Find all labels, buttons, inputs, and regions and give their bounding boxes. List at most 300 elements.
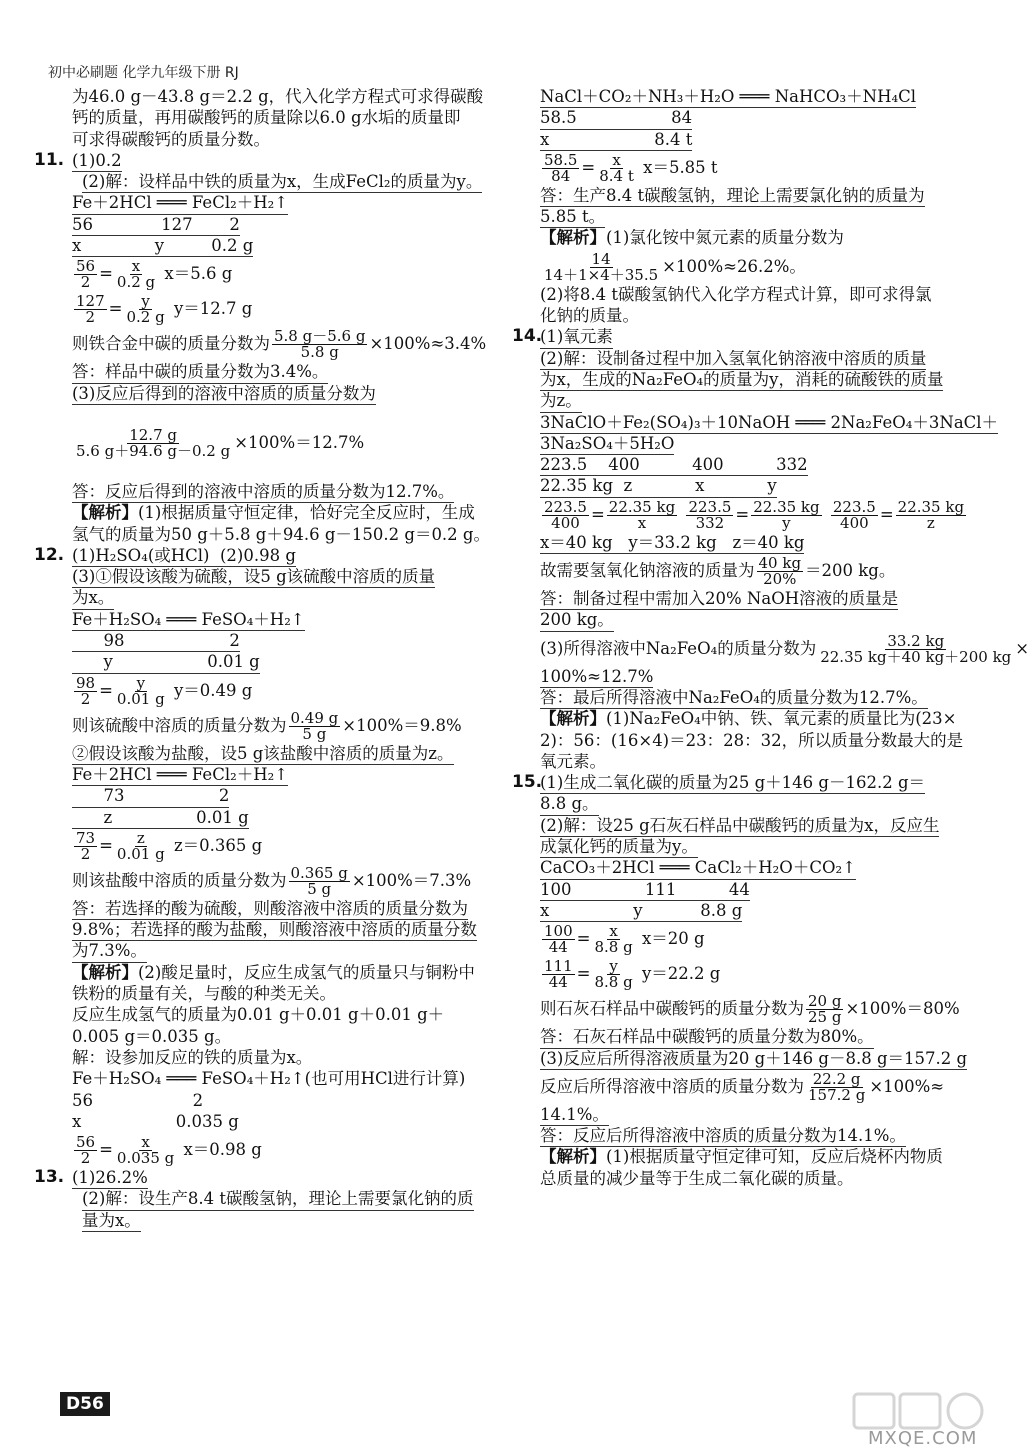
answer-text: Fe＋2HCl ═══ FeCl₂＋H₂↑ bbox=[72, 764, 288, 786]
equals-sign: = bbox=[590, 504, 605, 524]
fraction-numerator: 73 bbox=[76, 828, 96, 847]
fraction bbox=[124, 294, 166, 325]
answer-text: (1)生成二氧化碳的质量为25 g＋146 g－162.2 g＝ bbox=[540, 772, 925, 794]
text-line bbox=[72, 460, 497, 481]
text-line bbox=[540, 454, 970, 475]
fraction-numerator: 223.5 bbox=[544, 497, 587, 516]
fraction-numerator: 56 bbox=[76, 1133, 96, 1152]
fraction-denominator: 5 g bbox=[302, 724, 327, 743]
answer-text: 14.1%。 bbox=[540, 1104, 609, 1126]
fraction-denominator: 332 bbox=[695, 513, 725, 532]
answer-text: (3)反应后得到的溶液中溶质的质量分数为 bbox=[72, 383, 376, 405]
formula-lead: 反应后所得溶液中溶质的质量分数为 bbox=[540, 1076, 804, 1096]
answer-text: 答：样品中碳的质量分数为3.4%。 bbox=[72, 361, 328, 383]
fraction-numerator: y bbox=[609, 957, 618, 976]
body-text: 解：设参加反应的铁的质量为x。 bbox=[72, 1047, 313, 1067]
analysis-label: 【解析】 bbox=[72, 962, 138, 982]
formula-tail: z＝0.365 g bbox=[168, 835, 263, 855]
text-line bbox=[540, 1026, 970, 1047]
fraction bbox=[289, 863, 350, 898]
fraction-denominator: 0.2 g bbox=[126, 308, 165, 327]
text-line bbox=[540, 1146, 970, 1167]
body-text: (2)将8.4 t碳酸氢钠代入化学方程式计算，即可求得氯 bbox=[540, 284, 932, 304]
text-line bbox=[540, 879, 970, 900]
text-line bbox=[540, 412, 999, 433]
fraction-denominator: 0.01 g bbox=[116, 844, 165, 863]
question-number: 14. bbox=[512, 326, 543, 347]
body-text: 化钠的质量。 bbox=[540, 306, 639, 326]
formula-lead: (3)所得溶液中Na₂FeO₄的质量分数为 bbox=[540, 638, 817, 658]
text-line bbox=[540, 857, 970, 878]
question-number: 12. bbox=[34, 544, 65, 565]
answer-text: (3)①假设该酸为硫酸，设5 g该硫酸中溶质的质量 bbox=[72, 566, 435, 588]
formula-tail: y＝0.49 g bbox=[168, 680, 253, 700]
text-line bbox=[72, 192, 497, 213]
text-line bbox=[72, 785, 497, 806]
body-text: (1)Na₂FeO₄中钠、铁、氧元素的质量比为(23× bbox=[606, 709, 957, 729]
fraction-numerator: 111 bbox=[544, 957, 573, 976]
text-line bbox=[72, 107, 497, 128]
question-number: 15. bbox=[512, 772, 543, 793]
fraction bbox=[115, 673, 167, 708]
fraction bbox=[74, 828, 97, 863]
fraction-denominator: 5 g bbox=[307, 879, 332, 898]
fraction bbox=[272, 329, 367, 360]
text-line bbox=[540, 129, 970, 150]
fraction-numerator: 98 bbox=[76, 673, 96, 692]
text-line bbox=[72, 764, 497, 785]
equals-sign: = bbox=[99, 264, 113, 284]
spacer bbox=[824, 505, 829, 524]
body-text: 为46.0 g－43.8 g＝2.2 g，代入化学方程式可求得碳酸 bbox=[72, 87, 484, 106]
answer-text: 为7.3%。 bbox=[72, 940, 147, 962]
text-line bbox=[540, 553, 970, 588]
answer-text: 答：最后所得溶液中Na₂FeO₄的质量分数为12.7%。 bbox=[540, 687, 928, 709]
answer-text: 量为x。 bbox=[82, 1210, 141, 1232]
answer-text: 答：反应后得到的溶液中溶质的质量分数为12.7%。 bbox=[72, 481, 454, 503]
body-text: 2)：56：(16×4)＝23：28：32，所以质量分数最大的是 bbox=[540, 730, 964, 750]
fraction-denominator: 8.8 g bbox=[594, 973, 633, 992]
equals-sign: = bbox=[879, 504, 894, 524]
formula-tail: ×100%≈ bbox=[869, 1076, 945, 1096]
answer-text: 56 127 2 bbox=[72, 214, 240, 236]
answer-text: (2)解：设样品中铁的质量为x，生成FeCl₂的质量为y。 bbox=[82, 171, 482, 193]
text-line bbox=[540, 991, 970, 1026]
text-line bbox=[540, 206, 970, 227]
text-line bbox=[72, 651, 497, 672]
text-line bbox=[540, 730, 970, 751]
answer-text: (1)H₂SO₄(或HCl) (2)0.98 g bbox=[72, 545, 296, 567]
answer-text: x y 8.8 g bbox=[540, 900, 742, 922]
text-line bbox=[72, 1188, 497, 1209]
answer-text: x y 0.2 g bbox=[72, 235, 253, 257]
answer-text: z 0.01 g bbox=[72, 807, 249, 829]
left-column bbox=[34, 86, 497, 1231]
formula-tail: x＝5.85 t bbox=[637, 157, 718, 177]
text-line bbox=[72, 235, 497, 256]
formula-tail: ×100%＝80% bbox=[845, 999, 960, 1019]
formula-tail: ＝200 kg。 bbox=[805, 561, 896, 581]
equals-sign: = bbox=[576, 964, 591, 984]
equals-sign: = bbox=[581, 157, 596, 177]
formula-tail: ×100%＝7.3% bbox=[351, 870, 472, 890]
text-line bbox=[540, 751, 970, 772]
fraction-numerator: 20 g bbox=[808, 992, 842, 1011]
fraction bbox=[896, 497, 966, 532]
fraction bbox=[74, 294, 107, 325]
body-text: 56 2 bbox=[72, 1090, 204, 1110]
body-text: 可求得碳酸钙的质量分数。 bbox=[72, 129, 270, 149]
text-line bbox=[540, 305, 970, 326]
text-line bbox=[72, 807, 497, 828]
text-line bbox=[72, 587, 497, 608]
fraction-denominator: z bbox=[926, 513, 935, 532]
text-line bbox=[72, 1026, 497, 1047]
answer-text: 3Na₂SO₄＋5H₂O bbox=[540, 433, 674, 455]
fraction-numerator: x bbox=[131, 257, 141, 276]
question-number: 13. bbox=[34, 1167, 65, 1188]
text-line bbox=[72, 1004, 497, 1025]
fraction-denominator: 2 bbox=[80, 844, 91, 863]
text-line bbox=[72, 214, 497, 235]
text-line bbox=[540, 708, 970, 729]
text-line bbox=[540, 1125, 970, 1146]
fraction bbox=[597, 150, 636, 185]
fraction-numerator: 12.7 g bbox=[129, 425, 177, 444]
text-line bbox=[72, 326, 497, 361]
text-line bbox=[540, 588, 970, 609]
answer-text: ②假设该酸为盐酸，设5 g该盐酸中溶质的质量为z。 bbox=[72, 743, 454, 765]
spacer bbox=[679, 505, 684, 524]
formula-lead: 故需要氢氧化钠溶液的质量为 bbox=[540, 561, 755, 581]
text-line bbox=[72, 898, 497, 919]
fraction bbox=[542, 959, 575, 990]
text-line bbox=[72, 1111, 497, 1132]
page-header: 初中必刷题 化学九年级下册 RJ bbox=[48, 65, 239, 81]
fraction bbox=[74, 259, 97, 290]
answer-text: 22.35 kg z x y bbox=[540, 475, 777, 497]
body-text: 总质量的减少量等于生成二氧化碳的质量。 bbox=[540, 1168, 854, 1188]
text-line bbox=[72, 361, 497, 382]
text-line bbox=[540, 348, 970, 369]
answer-text: (1)0.2 bbox=[72, 150, 122, 172]
body-text: (1)根据质量守恒定律可知，反应后烧杯内物质 bbox=[606, 1147, 943, 1167]
fraction-denominator: 2 bbox=[80, 273, 91, 292]
text-line bbox=[72, 863, 497, 898]
fraction-numerator: 223.5 bbox=[688, 497, 732, 516]
text-line bbox=[72, 1090, 497, 1111]
equals-sign: = bbox=[99, 1140, 113, 1160]
fraction-denominator: 20% bbox=[763, 570, 797, 589]
fraction bbox=[115, 828, 167, 863]
body-text: Fe＋H₂SO₄ ═══ FeSO₄＋H₂↑(也可用HCl进行计算) bbox=[72, 1069, 466, 1089]
answer-text: 为z。 bbox=[540, 390, 582, 412]
text-line bbox=[72, 524, 497, 545]
body-text: 0.005 g＝0.035 g。 bbox=[72, 1026, 232, 1046]
answer-text: 答：生产8.4 t碳酸氢钠，理论上需要氯化钠的质量为 bbox=[540, 185, 925, 207]
text-line bbox=[540, 249, 970, 284]
fraction-numerator: 22.2 g bbox=[812, 1069, 861, 1088]
text-line bbox=[72, 609, 497, 630]
fraction bbox=[592, 959, 634, 990]
fraction-numerator: x bbox=[141, 1133, 150, 1152]
fraction-denominator: 0.2 g bbox=[116, 273, 156, 292]
fraction bbox=[542, 249, 660, 284]
fraction-denominator: 2 bbox=[80, 689, 91, 708]
right-column bbox=[512, 86, 1029, 1189]
text-line bbox=[540, 497, 970, 532]
text-line bbox=[72, 1047, 497, 1068]
fraction-numerator: 22.35 kg bbox=[753, 497, 820, 516]
analysis-label: 【解析】 bbox=[540, 709, 606, 729]
page-number: D56 bbox=[60, 1392, 110, 1416]
formula-lead: 则石灰石样品中碳酸钙的质量分数为 bbox=[540, 999, 804, 1019]
fraction bbox=[74, 1135, 97, 1166]
fraction-numerator: 22.35 kg bbox=[897, 497, 965, 516]
text-line bbox=[540, 1104, 970, 1125]
answer-text: 答：反应后所得溶液中溶质的质量分数为14.1%。 bbox=[540, 1125, 906, 1147]
answer-text: NaCl＋CO₂＋NH₃＋H₂O ═══ NaHCO₃＋NH₄Cl bbox=[540, 86, 916, 108]
body-text: 反应生成氢气的质量为0.01 g＋0.01 g＋0.01 g＋ bbox=[72, 1005, 445, 1025]
fraction-numerator: 14 bbox=[591, 249, 611, 268]
answer-text: 为x。 bbox=[72, 587, 114, 609]
formula-lead: 则该盐酸中溶质的质量分数为 bbox=[72, 870, 287, 890]
formula-tail: × bbox=[1015, 638, 1029, 658]
text-line bbox=[72, 919, 497, 940]
fraction bbox=[751, 497, 821, 532]
fraction-numerator: y bbox=[136, 673, 146, 692]
answer-text: 223.5 400 400 332 bbox=[540, 454, 808, 476]
text-line bbox=[540, 666, 970, 687]
text-line bbox=[72, 404, 497, 425]
watermark-text: MXQE.COM bbox=[868, 1428, 978, 1449]
text-line bbox=[72, 673, 497, 708]
fraction-denominator: 5.8 g bbox=[300, 343, 339, 362]
fraction bbox=[115, 259, 157, 290]
fraction-denominator: 25 g bbox=[808, 1008, 842, 1027]
text-line bbox=[34, 1167, 497, 1188]
formula-tail: x＝20 g bbox=[636, 929, 705, 949]
fraction-denominator: 44 bbox=[548, 973, 568, 992]
text-line bbox=[72, 828, 497, 863]
text-line bbox=[540, 836, 970, 857]
text-line bbox=[540, 475, 970, 496]
text-line bbox=[512, 772, 970, 793]
answer-text: x 8.4 t bbox=[540, 129, 692, 151]
text-line bbox=[540, 900, 970, 921]
answer-text: (2)解：设25 g石灰石样品中碳酸钙的质量为x，反应生 bbox=[540, 815, 939, 837]
fraction bbox=[115, 1135, 176, 1166]
text-line bbox=[72, 983, 497, 1004]
formula-tail: ×100%＝9.8% bbox=[342, 715, 462, 735]
fraction bbox=[806, 994, 843, 1025]
fraction-denominator: 2 bbox=[85, 308, 96, 327]
text-line bbox=[540, 956, 970, 991]
answer-text: (1)氧元素 bbox=[540, 326, 613, 348]
analysis-label: 【解析】 bbox=[540, 228, 606, 248]
answer-text: (2)解：设生产8.4 t碳酸氢钠，理论上需要氯化钠的质 bbox=[82, 1188, 474, 1210]
fraction-numerator: y bbox=[141, 292, 150, 311]
fraction-denominator: y bbox=[782, 513, 791, 532]
fraction-numerator: z bbox=[136, 828, 145, 847]
formula-tail: ×100%≈26.2%。 bbox=[662, 256, 806, 276]
question-number: 11. bbox=[34, 149, 65, 170]
fraction-denominator: 400 bbox=[840, 513, 869, 532]
fraction-numerator: 22.35 kg bbox=[608, 497, 676, 516]
answer-text: (1)26.2% bbox=[72, 1167, 148, 1189]
fraction-numerator: 33.2 kg bbox=[887, 631, 945, 650]
text-line bbox=[540, 1069, 970, 1104]
fraction-numerator: x bbox=[609, 922, 618, 941]
fraction-numerator: 40 kg bbox=[758, 554, 802, 573]
text-line bbox=[72, 566, 497, 587]
text-line bbox=[540, 284, 970, 305]
answer-text: 58.5 84 bbox=[540, 107, 692, 129]
text-line bbox=[72, 502, 497, 523]
fraction-numerator: 0.49 g bbox=[290, 708, 339, 727]
text-line bbox=[72, 291, 497, 326]
answer-text: x＝40 kg y＝33.2 kg z＝40 kg bbox=[540, 532, 804, 554]
formula-tail: y＝12.7 g bbox=[168, 299, 253, 319]
fraction bbox=[686, 497, 733, 532]
answer-text: 3NaClO＋Fe₂(SO₄)₃＋10NaOH ═══ 2Na₂FeO₄＋3NaCl＋ bbox=[540, 412, 998, 434]
body-text: 氧元素。 bbox=[540, 751, 606, 771]
fraction bbox=[818, 631, 1013, 666]
answer-text: 5.85 t。 bbox=[540, 206, 605, 228]
fraction bbox=[542, 497, 589, 532]
fraction-numerator: 223.5 bbox=[832, 497, 876, 516]
equals-sign: = bbox=[99, 835, 113, 855]
fraction bbox=[806, 1069, 867, 1104]
fraction-denominator: 5.6 g＋94.6 g－0.2 g bbox=[76, 441, 231, 460]
text-line bbox=[72, 743, 497, 764]
text-line bbox=[540, 1168, 970, 1189]
answer-text: 答：制备过程中需加入20% NaOH溶液的质量是 bbox=[540, 588, 898, 610]
answer-text: (2)解：设制备过程中加入氢氧化钠溶液中溶质的质量 bbox=[540, 348, 926, 370]
answer-text: 98 2 bbox=[72, 630, 240, 652]
text-line bbox=[72, 708, 497, 743]
text-line bbox=[540, 532, 970, 553]
fraction-denominator: 400 bbox=[551, 513, 580, 532]
body-text: (1)根据质量守恒定律，恰好完全反应时，生成 bbox=[138, 503, 475, 523]
text-line bbox=[72, 425, 497, 460]
answer-text: 100 111 44 bbox=[540, 879, 750, 901]
text-line bbox=[72, 383, 497, 404]
fraction-numerator: 58.5 bbox=[544, 150, 578, 169]
body-text: 氢气的质量为50 g＋5.8 g＋94.6 g－150.2 g＝0.2 g。 bbox=[72, 524, 490, 544]
text-line bbox=[72, 1210, 497, 1231]
text-line bbox=[72, 630, 497, 651]
formula-lead: 则该硫酸中溶质的质量分数为 bbox=[72, 715, 287, 735]
text-line bbox=[540, 921, 970, 956]
fraction bbox=[289, 708, 341, 743]
text-line bbox=[540, 687, 970, 708]
fraction bbox=[607, 497, 677, 532]
fraction-denominator: 0.035 g bbox=[116, 1149, 175, 1168]
fraction bbox=[74, 425, 232, 460]
text-line bbox=[540, 433, 970, 454]
text-line bbox=[72, 481, 497, 502]
text-line bbox=[72, 86, 497, 107]
fraction-numerator: x bbox=[612, 150, 621, 169]
fraction-denominator: 157.2 g bbox=[808, 1085, 866, 1104]
answer-text: Fe＋2HCl ═══ FeCl₂＋H₂↑ bbox=[72, 192, 288, 214]
answer-text: 答：若选择的酸为硫酸，则酸溶液中溶质的质量分数为 bbox=[72, 898, 468, 920]
fraction-numerator: 127 bbox=[76, 292, 105, 311]
fraction bbox=[542, 150, 579, 185]
text-line bbox=[72, 940, 497, 961]
formula-tail: x＝5.6 g bbox=[159, 264, 233, 284]
text-line bbox=[34, 544, 497, 566]
fraction-denominator: 44 bbox=[548, 938, 568, 957]
fraction-denominator: 14＋1×4＋35.5 bbox=[544, 265, 659, 284]
answer-text: 73 2 bbox=[72, 785, 229, 807]
text-line bbox=[540, 815, 970, 836]
fraction bbox=[831, 497, 878, 532]
fraction-denominator: 84 bbox=[551, 166, 571, 185]
fraction-denominator: 8.8 g bbox=[594, 938, 633, 957]
answer-text: 100%≈12.7% bbox=[540, 666, 653, 688]
equals-sign: = bbox=[108, 299, 123, 319]
text-line bbox=[72, 962, 497, 983]
answer-text: 9.8%；若选择的酸为盐酸，则酸溶液中溶质的质量分数 bbox=[72, 919, 477, 941]
text-line bbox=[34, 149, 497, 171]
text-line bbox=[540, 369, 970, 390]
text-line bbox=[540, 609, 970, 630]
text-line bbox=[540, 150, 970, 185]
body-text: 钙的质量，再用碳酸钙的质量除以6.0 g水垢的质量即 bbox=[72, 108, 461, 128]
formula-tail: ×100%≈3.4% bbox=[369, 334, 487, 354]
equals-sign: = bbox=[735, 504, 750, 524]
answer-text: 8.8 g。 bbox=[540, 793, 599, 815]
answer-text: 为x，生成的Na₂FeO₄的质量为y，消耗的硫酸铁的质量 bbox=[540, 369, 943, 391]
answer-text: 200 kg。 bbox=[540, 609, 614, 631]
analysis-label: 【解析】 bbox=[540, 1147, 606, 1167]
formula-tail: y＝22.2 g bbox=[636, 964, 721, 984]
analysis-label: 【解析】 bbox=[72, 503, 138, 523]
answer-text: 成氯化钙的质量为y。 bbox=[540, 836, 698, 858]
text-line bbox=[72, 171, 497, 192]
answer-text: y 0.01 g bbox=[72, 651, 260, 673]
text-line bbox=[540, 86, 970, 107]
answer-text: CaCO₃＋2HCl ═══ CaCl₂＋H₂O＋CO₂↑ bbox=[540, 857, 856, 879]
text-line bbox=[72, 1068, 497, 1089]
formula-lead: 则铁合金中碳的质量分数为 bbox=[72, 334, 270, 354]
fraction-denominator: 8.4 t bbox=[599, 166, 634, 185]
answer-text: (3)反应后所得溶液质量为20 g＋146 g－8.8 g＝157.2 g bbox=[540, 1048, 967, 1070]
fraction-denominator: 0.01 g bbox=[116, 689, 165, 708]
text-line bbox=[72, 256, 497, 291]
fraction bbox=[74, 673, 97, 708]
body-text: 铁粉的质量有关，与酸的种类无关。 bbox=[72, 984, 336, 1004]
fraction-numerator: 0.365 g bbox=[290, 863, 348, 882]
fraction-numerator: 56 bbox=[76, 257, 96, 276]
body-text: x 0.035 g bbox=[72, 1111, 239, 1131]
text-line bbox=[72, 129, 497, 150]
answer-text: Fe＋H₂SO₄ ═══ FeSO₄＋H₂↑ bbox=[72, 609, 305, 631]
fraction bbox=[757, 556, 804, 587]
fraction-numerator: 5.8 g－5.6 g bbox=[274, 327, 366, 346]
text-line bbox=[540, 107, 970, 128]
body-text: (2)酸足量时，反应生成氢气的质量只与铜粉中 bbox=[138, 962, 475, 982]
formula-tail: ×100%＝12.7% bbox=[234, 432, 365, 452]
fraction bbox=[592, 924, 634, 955]
text-line bbox=[540, 227, 970, 248]
fraction-denominator: 22.35 kg＋40 kg＋200 kg bbox=[820, 647, 1012, 666]
answer-text: 答：石灰石样品中碳酸钙的质量分数为80%。 bbox=[540, 1026, 874, 1048]
text-line bbox=[540, 793, 970, 814]
formula-tail: x＝0.98 g bbox=[178, 1140, 262, 1160]
